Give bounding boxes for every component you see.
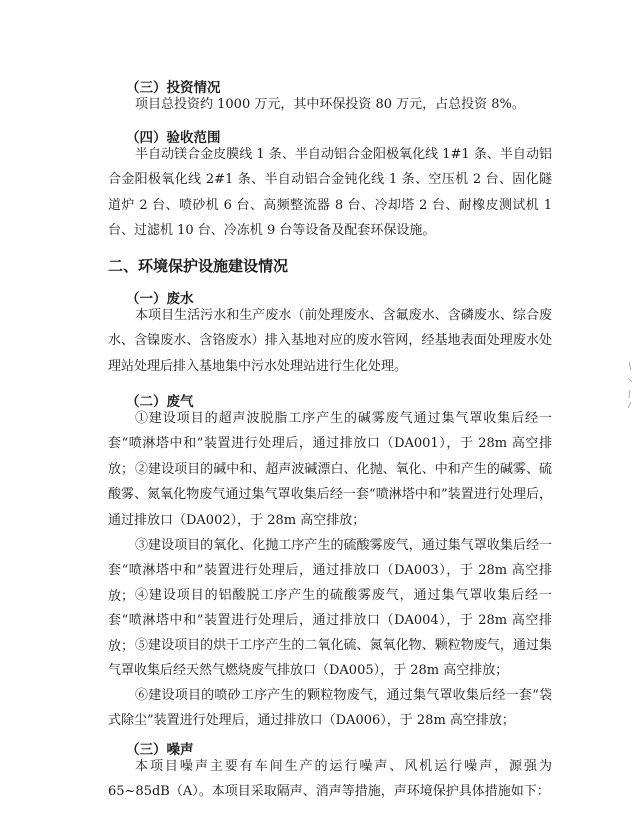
section-title-wastewater: （一）废水 <box>126 291 194 307</box>
paragraph-noise: 本项目噪声主要有车间生产的运行噪声、风机运行噪声，源强为 65~85dB（A）。本项目采取隔声、消声等措施，声环境保护具体措施如下： <box>108 759 552 800</box>
paragraph-waste-gas-4: ④建设项目的铝酸脱工序产生的硫酸雾废气，通过集气罩收集后经一套“喷淋塔中和”装置进行处理后，通过排放口（DA004），于 28m 高空排放； <box>108 588 552 654</box>
section-title-investment: （三）投资情况 <box>126 80 221 96</box>
paragraph-wastewater: 本项目生活污水和生产废水（前处理废水、含氟废水、含磷废水、综合废水、含镍废水、含铬废水）排入基地对应的废水管网，经基地表面处理废水处理站处理后排入基地集中污水处理站进行生化处理。 <box>108 308 552 374</box>
paragraph-acceptance-scope: 半自动镁合金皮膜线 1 条、半自动铝合金阳极氧化线 1#1 条、半自动铝合金阳极氧化线 2#1 条、半自动铝合金钝化线 1 条、空压机 2 台、固化隧道炉 2 台、喷砂机 6 台、高频整流器 8 台、冷却塔 2 台、耐橡皮测试机 1 台、过滤机 10 台、冷冻机 9 台等设备及配套环保设施。 <box>108 147 552 238</box>
section-title-waste-gas: （二）废气 <box>126 394 194 410</box>
chapter-title-environmental-facilities: 二、环境保护设施建设情况 <box>108 257 289 275</box>
paragraph-waste-gas-2: ②建设项目的碱中和、超声波碱漂白、化抛、氧化、中和产生的碱雾、硫酸雾、氮氧化物废气通过集气罩收集后经一套“喷淋塔中和”装置进行处理后，通过排放口（DA002），于 28m 高空排放； <box>108 462 552 528</box>
section-title-noise: （三）噪声 <box>126 742 194 758</box>
paragraph-waste-gas-1: ①建设项目的超声波脱脂工序产生的碱雾废气通过集气罩收集后经一套“喷淋塔中和”装置进行处理后，通过排放口（DA001），于 28m 高空排放； <box>108 411 552 477</box>
paragraph-investment: 项目总投资约 1000 万元，其中环保投资 80 万元，占总投资 8%。 <box>135 97 525 112</box>
paragraph-waste-gas-3: ③建设项目的氧化、化抛工序产生的硫酸雾废气，通过集气罩收集后经一套“喷淋塔中和”装置进行处理后，通过排放口（DA003），于 28m 高空排放； <box>108 538 552 604</box>
paragraph-waste-gas-5: ⑤建设项目的烘干工序产生的二氧化硫、氮氧化物、颗粒物废气，通过集气罩收集后经天然气燃烧废气排放口（DA005），于 28m 高空排放； <box>108 638 552 679</box>
section-title-acceptance-scope: （四）验收范围 <box>126 130 221 146</box>
paragraph-waste-gas-6: ⑥建设项目的喷砂工序产生的颗粒物废气，通过集气罩收集后经一套“袋式除尘”装置进行处理后，通过排放口（DA006），于 28m 高空排放； <box>108 688 552 729</box>
scan-edge-mark <box>626 360 634 410</box>
